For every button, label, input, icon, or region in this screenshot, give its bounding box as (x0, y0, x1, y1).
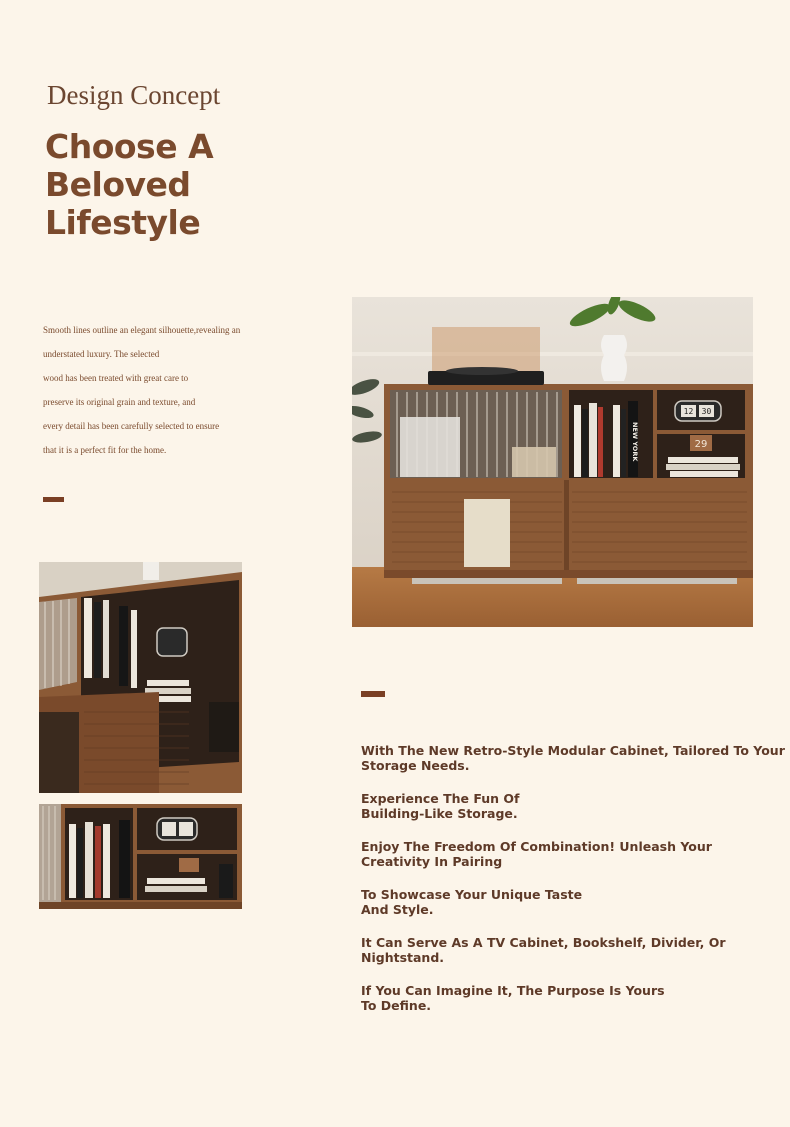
main-product-photo (352, 297, 753, 627)
feature-line: With The New Retro-Style Modular Cabinet, Tailored To Your (361, 743, 785, 758)
feature-item (361, 839, 756, 869)
feature-line: To Define. (361, 998, 432, 1013)
intro-line: every detail has been carefully selected to ensure (43, 421, 220, 431)
detail-photo-angle (39, 562, 242, 793)
intro-line: Smooth lines outline an elegant silhouette,revealing an (43, 325, 241, 335)
headline-line: Lifestyle (45, 203, 201, 242)
book-spine-text: NEW YORK (631, 422, 639, 462)
accent-dash (361, 691, 385, 697)
feature-line: It Can Serve As A TV Cabinet, Bookshelf, Divider, Or (361, 935, 726, 950)
feature-item (361, 743, 785, 773)
intro-paragraph (43, 318, 293, 462)
feature-item (361, 935, 756, 965)
page-headline (45, 128, 305, 242)
intro-line: that it is a perfect fit for the home. (43, 445, 167, 455)
feature-line: To Showcase Your Unique Taste (361, 887, 583, 902)
section-subtitle: Design Concept (47, 80, 221, 110)
feature-item (361, 983, 756, 1013)
feature-line: If You Can Imagine It, The Purpose Is Yours (361, 983, 665, 998)
headline-line: Beloved (45, 165, 191, 204)
feature-item (361, 791, 756, 821)
feature-line: Enjoy The Freedom Of Combination! Unleash Your (361, 839, 712, 854)
feature-line: And Style. (361, 902, 434, 917)
headline-line: Choose A (45, 127, 214, 166)
clock-minutes: 30 (701, 407, 712, 416)
feature-line: Nightstand. (361, 950, 445, 965)
feature-line: Building-Like Storage. (361, 806, 518, 821)
intro-line: preserve its original grain and texture, and (43, 397, 196, 407)
accent-dash (43, 497, 64, 502)
feature-line: Experience The Fun Of (361, 791, 520, 806)
feature-line: Storage Needs. (361, 758, 470, 773)
feature-list (361, 743, 785, 1031)
clock-hours: 12 (683, 407, 694, 416)
intro-line: understated luxury. The selected (43, 349, 160, 359)
detail-photo-front (39, 804, 242, 909)
intro-line: wood has been treated with great care to (43, 373, 189, 383)
feature-item (361, 887, 756, 917)
feature-line: Creativity In Pairing (361, 854, 503, 869)
calendar-day: 29 (694, 439, 708, 450)
